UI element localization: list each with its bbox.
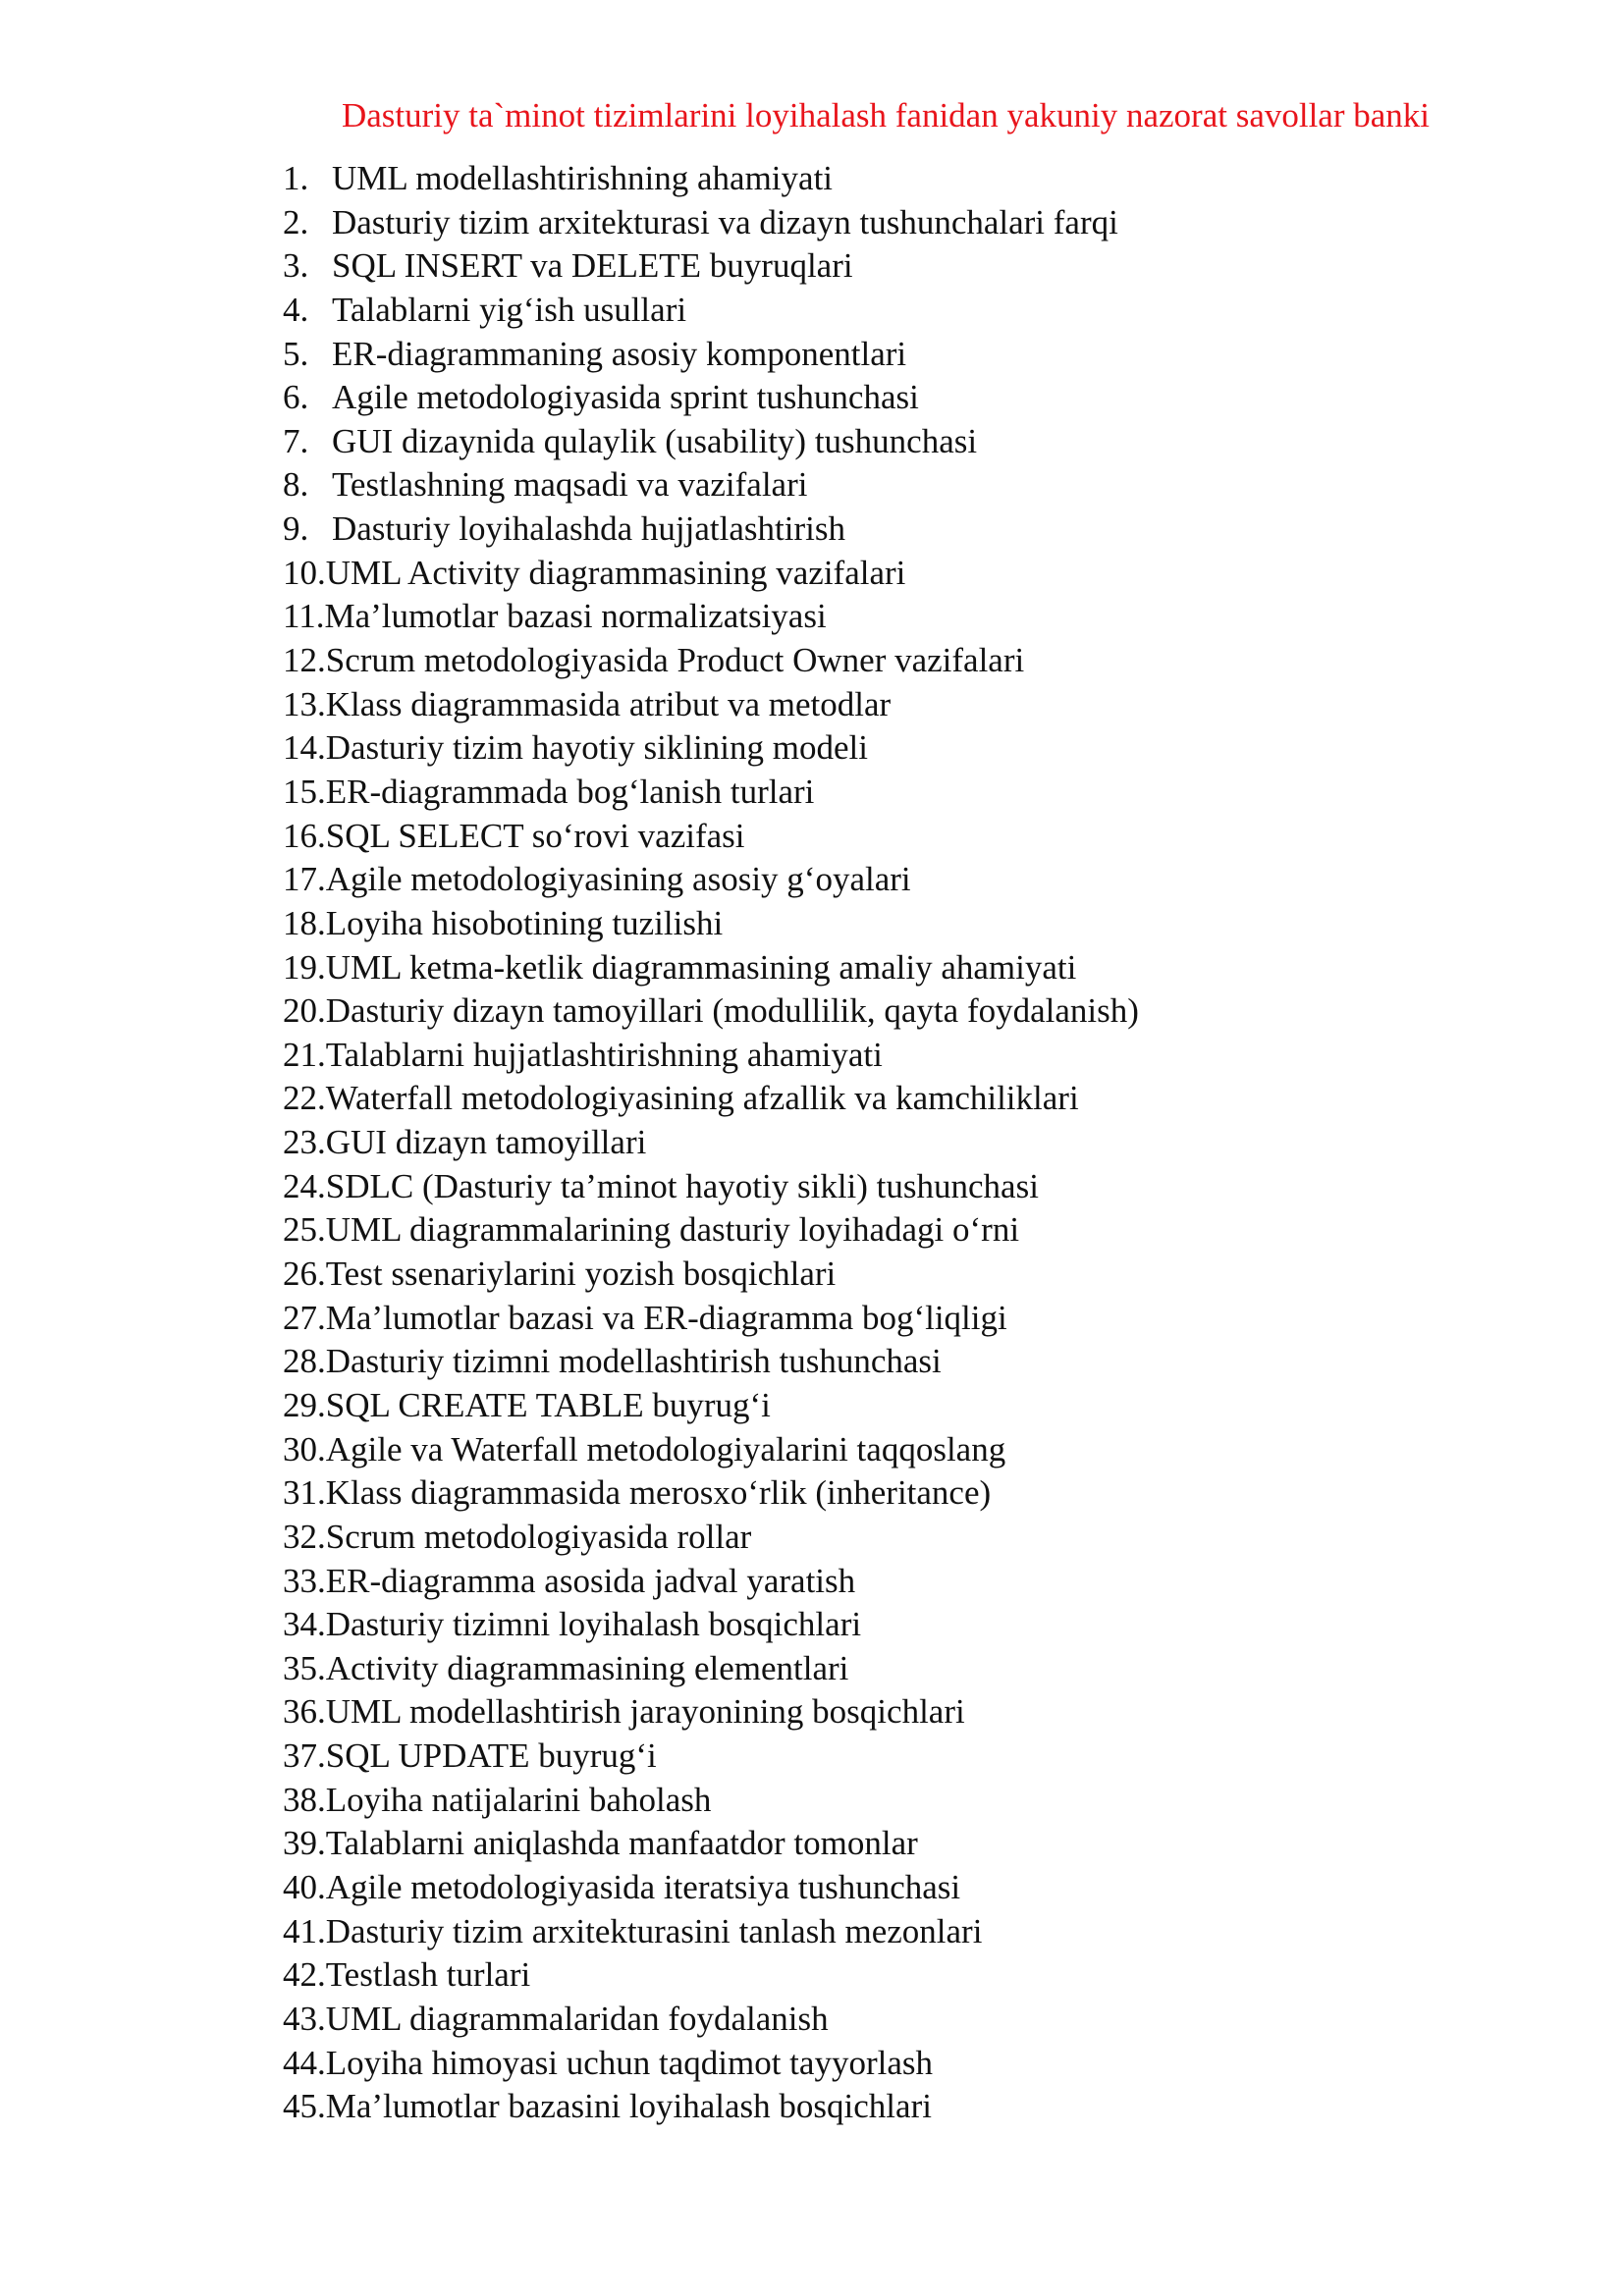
question-text: Dasturiy tizimni loyihalash bosqichlari bbox=[325, 1605, 862, 1644]
question-text: Ma’lumotlar bazasi va ER-diagramma bog‘liqligi bbox=[325, 1298, 1007, 1337]
question-item bbox=[283, 1516, 1139, 1560]
question-number: 28. bbox=[283, 1342, 326, 1381]
question-item bbox=[283, 1165, 1139, 1209]
question-item bbox=[283, 1208, 1139, 1253]
question-text: Klass diagrammasida atribut va metodlar bbox=[325, 684, 892, 723]
question-list bbox=[283, 157, 1139, 2129]
question-text: Dasturiy loyihalashda hujjatlashtirish bbox=[332, 509, 845, 549]
question-text: Dasturiy tizim hayotiy siklining modeli bbox=[325, 728, 868, 768]
question-text: SDLC (Dasturiy ta’minot hayotiy sikli) tushunchasi bbox=[325, 1166, 1039, 1205]
question-number: 13. bbox=[283, 684, 326, 723]
question-item bbox=[283, 771, 1139, 815]
question-text: Dasturiy dizayn tamoyillari (modullilik, qayta foydalanish) bbox=[325, 991, 1139, 1031]
question-number: 33. bbox=[283, 1561, 326, 1600]
question-text: Agile metodologiyasida iteratsiya tushunchasi bbox=[325, 1867, 961, 1906]
question-number: 27. bbox=[283, 1298, 326, 1337]
question-item bbox=[283, 639, 1139, 683]
question-number: 45. bbox=[283, 2087, 326, 2126]
question-item bbox=[283, 1822, 1139, 1866]
question-item bbox=[283, 244, 1139, 289]
question-text: Loyiha hisobotining tuzilishi bbox=[325, 903, 724, 942]
question-text: Dasturiy tizimni modellashtirish tushunchasi bbox=[325, 1342, 942, 1381]
question-text: Dasturiy tizim arxitekturasi va dizayn tushunchalari farqi bbox=[332, 202, 1118, 241]
question-item bbox=[283, 1077, 1139, 1121]
question-item bbox=[283, 815, 1139, 859]
question-number: 9. bbox=[283, 509, 309, 549]
question-number: 20. bbox=[283, 991, 326, 1031]
question-number: 36. bbox=[283, 1692, 326, 1732]
question-text: Activity diagrammasining elementlari bbox=[325, 1648, 849, 1687]
question-item bbox=[283, 858, 1139, 902]
question-item bbox=[283, 463, 1139, 507]
document-title: Dasturiy ta`minot tizimlarini loyihalash fanidan yakuniy nazorat savollar banki bbox=[341, 96, 1431, 134]
question-text: Waterfall metodologiyasining afzallik va kamchiliklari bbox=[325, 1079, 1079, 1118]
question-item bbox=[283, 2085, 1139, 2129]
question-item bbox=[283, 946, 1139, 990]
question-item bbox=[283, 1910, 1139, 1954]
question-item bbox=[283, 201, 1139, 245]
question-item bbox=[283, 989, 1139, 1034]
question-item bbox=[283, 420, 1139, 464]
question-text: ER-diagramma asosida jadval yaratish bbox=[325, 1561, 856, 1600]
question-item bbox=[283, 1384, 1139, 1428]
question-number: 39. bbox=[283, 1824, 326, 1863]
question-number: 21. bbox=[283, 1035, 326, 1074]
question-number: 32. bbox=[283, 1517, 326, 1556]
question-number: 19. bbox=[283, 947, 326, 987]
question-item bbox=[283, 726, 1139, 771]
question-number: 14. bbox=[283, 728, 326, 768]
question-item bbox=[283, 289, 1139, 333]
question-number: 30. bbox=[283, 1429, 326, 1468]
question-number: 5. bbox=[283, 334, 309, 373]
question-text: UML diagrammalarining dasturiy loyihadagi o‘rni bbox=[325, 1210, 1020, 1250]
question-item bbox=[283, 595, 1139, 639]
question-item bbox=[283, 1121, 1139, 1165]
question-number: 37. bbox=[283, 1736, 326, 1776]
question-number: 24. bbox=[283, 1166, 326, 1205]
question-item bbox=[283, 1340, 1139, 1384]
question-number: 29. bbox=[283, 1385, 326, 1424]
question-item bbox=[283, 1297, 1139, 1341]
question-item bbox=[283, 1253, 1139, 1297]
question-text: Testlash turlari bbox=[325, 1955, 531, 1995]
question-item bbox=[283, 1735, 1139, 1779]
question-number: 8. bbox=[283, 465, 309, 505]
question-text: SQL UPDATE buyrug‘i bbox=[325, 1736, 657, 1776]
question-number: 2. bbox=[283, 202, 309, 241]
question-item bbox=[283, 1560, 1139, 1604]
question-number: 44. bbox=[283, 2043, 326, 2082]
question-number: 25. bbox=[283, 1210, 326, 1250]
question-number: 4. bbox=[283, 290, 309, 329]
question-number: 38. bbox=[283, 1780, 326, 1819]
question-number: 43. bbox=[283, 1999, 326, 2038]
question-item bbox=[283, 683, 1139, 727]
question-text: UML Activity diagrammasining vazifalari bbox=[325, 553, 906, 592]
question-number: 3. bbox=[283, 246, 309, 286]
question-number: 18. bbox=[283, 903, 326, 942]
question-text: Ma’lumotlar bazasini loyihalash bosqichlari bbox=[325, 2087, 932, 2126]
question-item bbox=[283, 2042, 1139, 2086]
question-text: Talablarni hujjatlashtirishning ahamiyati bbox=[325, 1035, 883, 1074]
question-number: 6. bbox=[283, 378, 309, 417]
question-text: Agile va Waterfall metodologiyalarini taqqoslang bbox=[325, 1429, 1006, 1468]
question-text: UML diagrammalaridan foydalanish bbox=[325, 1999, 829, 2038]
question-text: Agile metodologiyasida sprint tushunchasi bbox=[332, 378, 919, 417]
question-text: SQL CREATE TABLE buyrug‘i bbox=[325, 1385, 771, 1424]
question-item bbox=[283, 1471, 1139, 1516]
question-text: Scrum metodologiyasida Product Owner vazifalari bbox=[325, 641, 1025, 680]
question-text: ER-diagrammaning asosiy komponentlari bbox=[332, 334, 907, 373]
question-item bbox=[283, 1428, 1139, 1472]
question-number: 10. bbox=[283, 553, 326, 592]
question-text: Testlashning maqsadi va vazifalari bbox=[332, 465, 808, 505]
question-item bbox=[283, 1953, 1139, 1998]
question-number: 41. bbox=[283, 1911, 326, 1950]
question-text: Loyiha natijalarini baholash bbox=[325, 1780, 712, 1819]
question-text: Test ssenariylarini yozish bosqichlari bbox=[325, 1255, 837, 1294]
question-item bbox=[283, 333, 1139, 377]
question-text: Dasturiy tizim arxitekturasini tanlash mezonlari bbox=[325, 1911, 983, 1950]
question-number: 26. bbox=[283, 1255, 326, 1294]
question-number: 1. bbox=[283, 159, 309, 197]
question-text: Ma’lumotlar bazasi normalizatsiyasi bbox=[324, 597, 827, 636]
question-text: UML modellashtirish jarayonining bosqichlari bbox=[325, 1692, 965, 1732]
question-item bbox=[283, 1866, 1139, 1910]
question-item bbox=[283, 1647, 1139, 1691]
question-item bbox=[283, 552, 1139, 596]
question-item bbox=[283, 1998, 1139, 2042]
question-number: 17. bbox=[283, 860, 326, 899]
question-number: 16. bbox=[283, 816, 326, 855]
question-number: 40. bbox=[283, 1867, 326, 1906]
question-text: SQL SELECT so‘rovi vazifasi bbox=[325, 816, 745, 855]
question-number: 11. bbox=[283, 597, 325, 636]
question-number: 42. bbox=[283, 1955, 326, 1995]
question-text: UML modellashtirishning ahamiyati bbox=[332, 159, 834, 197]
question-text: GUI dizayn tamoyillari bbox=[325, 1123, 647, 1162]
question-number: 31. bbox=[283, 1473, 326, 1513]
question-item bbox=[283, 902, 1139, 946]
question-item bbox=[283, 1779, 1139, 1823]
question-text: Klass diagrammasida merosxo‘rlik (inheritance) bbox=[325, 1473, 992, 1513]
question-item bbox=[283, 157, 1139, 201]
question-item bbox=[283, 1034, 1139, 1078]
question-text: UML ketma-ketlik diagrammasining amaliy ahamiyati bbox=[325, 947, 1077, 987]
question-text: Agile metodologiyasining asosiy g‘oyalari bbox=[325, 860, 911, 899]
question-number: 35. bbox=[283, 1648, 326, 1687]
question-text: Scrum metodologiyasida rollar bbox=[325, 1517, 752, 1556]
question-item bbox=[283, 376, 1139, 420]
question-number: 15. bbox=[283, 772, 326, 811]
question-number: 22. bbox=[283, 1079, 326, 1118]
question-number: 23. bbox=[283, 1123, 326, 1162]
question-item bbox=[283, 1603, 1139, 1647]
question-number: 7. bbox=[283, 421, 309, 460]
question-item bbox=[283, 1690, 1139, 1735]
question-text: SQL INSERT va DELETE buyruqlari bbox=[332, 246, 853, 286]
question-number: 34. bbox=[283, 1605, 326, 1644]
question-text: Talablarni yig‘ish usullari bbox=[332, 290, 687, 329]
question-text: ER-diagrammada bog‘lanish turlari bbox=[325, 772, 815, 811]
question-item bbox=[283, 507, 1139, 552]
question-text: Talablarni aniqlashda manfaatdor tomonlar bbox=[325, 1824, 918, 1863]
question-number: 12. bbox=[283, 641, 326, 680]
question-text: GUI dizaynida qulaylik (usability) tushunchasi bbox=[332, 421, 978, 460]
question-text: Loyiha himoyasi uchun taqdimot tayyorlash bbox=[325, 2043, 933, 2082]
